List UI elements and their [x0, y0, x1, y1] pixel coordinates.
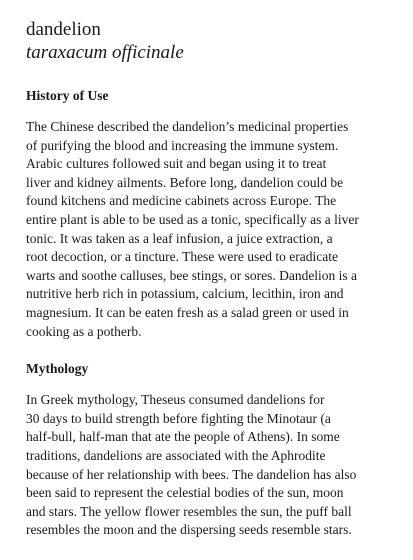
document-page [26, 18, 396, 540]
scientific-name-subtitle: taraxacum officinale [26, 42, 184, 63]
mythology-heading: Mythology [26, 361, 89, 377]
common-name-title: dandelion [26, 19, 101, 40]
history-of-use-section [26, 88, 396, 341]
history-of-use-heading: History of Use [26, 88, 109, 103]
mythology-section [26, 361, 396, 540]
mythology-paragraph: In Greek mythology, Theseus consumed dandelions for 30 days to build strength before fighting the Minotaur (a half-bull, half-man that ate the people of Athens). In some traditions, dandelions are associated with the Aphrodite because of her relationship with bees. The dandelion has also been said to represent the celestial bodies of the sun, moon and stars. The yellow flower resembles the sun, the puff ball resembles the moon and the dispersing seeds resemble stars. [26, 392, 357, 538]
history-of-use-paragraph: The Chinese described the dandelion’s medicinal properties of purifying the blood and increasing the immune system. Arabic cultures followed suit and began using it to treat liver and kidney ailments. Before long, dandelion could be found kitchens and medicine cabinets across Europe. The entire plant is able to be used as a tonic, specifically as a liver tonic. It was taken as a leaf infusion, a juice extraction, a root decoction, or a tincture. These were used to eradicate warts and soothe calluses, bee stings, or sores. Dandelion is a nutritive herb rich in potassium, calcium, lecithin, iron and magnesium. It can be eaten fresh as a salad green or used in cooking as a potherb. [26, 119, 359, 339]
